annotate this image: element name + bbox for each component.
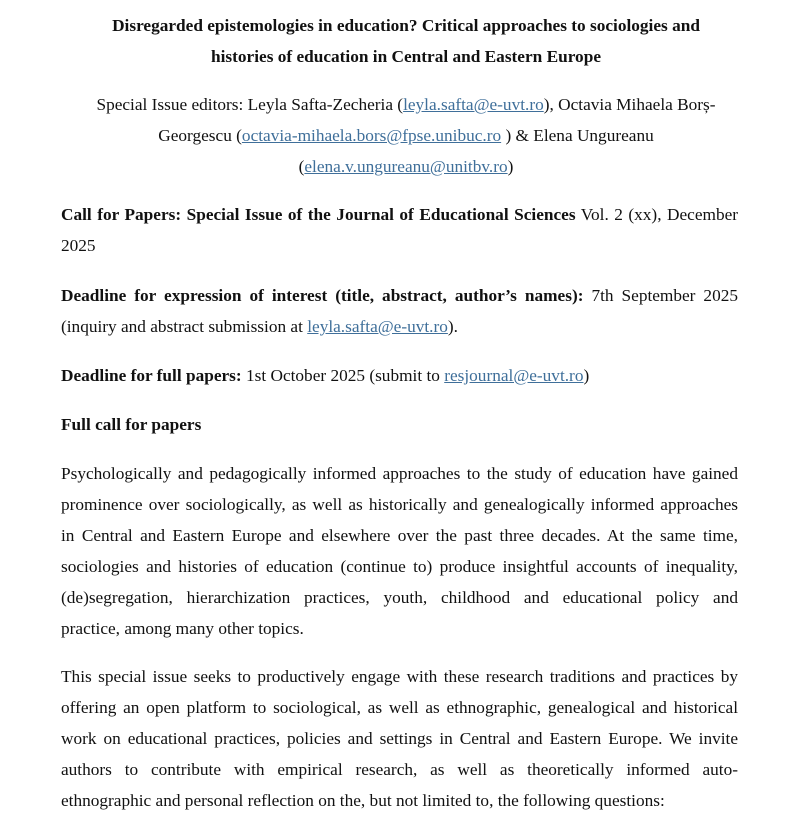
email-link-elena[interactable]: elena.v.ungureanu@unitbv.ro <box>304 157 508 176</box>
email-link-resjournal[interactable]: resjournal@e-uvt.ro <box>444 366 584 385</box>
cfp-bold-2: of Educational Sciences <box>393 205 576 224</box>
editors-intro: Special Issue editors: Leyla Safta-Zecheria ( <box>96 95 404 114</box>
deadline-interest <box>61 280 738 342</box>
editors-line-2 <box>0 120 812 151</box>
deadline-interest-line-1 <box>61 280 738 311</box>
p1-line: prominence over sociologically, as well as historically and genealogically informed approaches <box>61 495 738 514</box>
p1-line: in Central and Eastern Europe and elsewhere over the past three decades. At the same time, <box>61 526 738 545</box>
p2-line: work on educational practices, policies and settings in Central and Eastern Europe. We invite <box>61 729 738 748</box>
p2-line: ethnographic and personal reflection on the, but not limited to, the following questions: <box>61 791 665 810</box>
editors-mid-2: ) & Elena Ungureanu <box>501 126 654 145</box>
title-line-1: Disregarded epistemologies in education? Critical approaches to sociologies and <box>112 16 700 35</box>
editors-line-3 <box>0 151 812 182</box>
email-link-submission[interactable]: leyla.safta@e-uvt.ro <box>307 317 448 336</box>
deadline-full-line <box>61 360 738 391</box>
p1-line: practice, among many other topics. <box>61 619 304 638</box>
p2-line: authors to contribute with empirical research, as well as theoretically informed auto- <box>61 760 738 779</box>
cfp-line-1 <box>61 199 738 230</box>
deadline-interest-line-2 <box>61 311 738 342</box>
deadline-interest-line2-start: (inquiry and abstract submission at <box>61 317 308 336</box>
deadline-interest-line2-end: ). <box>447 317 458 336</box>
cfp-rest-1: Vol. 2 (xx), December <box>575 205 739 224</box>
cfp-journal: Journal <box>336 205 394 224</box>
call-for-papers <box>61 199 738 261</box>
deadline-full-label: Deadline for full papers: <box>61 366 242 385</box>
editors-close-paren: ) <box>507 157 514 176</box>
deadline-full <box>61 360 738 391</box>
p2-line: offering an open platform to sociological, as well as ethnographic, genealogical and historical <box>61 698 738 717</box>
section-heading <box>61 409 738 440</box>
email-link-octavia[interactable]: octavia-mihaela.bors@fpse.unibuc.ro <box>241 126 502 145</box>
deadline-interest-label: Deadline for expression of interest (title, abstract, author’s names): <box>61 286 584 305</box>
cfp-bold-1: Call for Papers: Special Issue of the <box>61 205 337 224</box>
p2-line: This special issue seeks to productively engage with these research traditions and practices by <box>61 667 738 686</box>
cfp-line-2: 2025 <box>61 236 96 255</box>
editors-mid-1: ), Octavia Mihaela Borș- <box>543 95 716 114</box>
p1-line: Psychologically and pedagogically informed approaches to the study of education have gained <box>61 464 738 483</box>
editors-line2-start: Georgescu ( <box>158 126 242 145</box>
page-title <box>0 10 812 72</box>
p1-line: (de)segregation, hierarchization practices, youth, childhood and educational policy and <box>61 588 738 607</box>
paragraph-2 <box>61 661 738 816</box>
deadline-interest-date: 7th September 2025 <box>583 286 738 305</box>
editors-block <box>0 89 812 182</box>
paragraph-1 <box>61 458 738 644</box>
email-link-leyla[interactable]: leyla.safta@e-uvt.ro <box>403 95 544 114</box>
editors-open-paren: ( <box>298 157 305 176</box>
editors-line-1 <box>0 89 812 120</box>
section-heading-text: Full call for papers <box>61 415 202 434</box>
deadline-full-end: ) <box>583 366 590 385</box>
title-line-2: histories of education in Central and Eastern Europe <box>211 47 601 66</box>
p1-line: sociologies and histories of education (continue to) produce insightful accounts of inequality, <box>61 557 738 576</box>
deadline-full-text: 1st October 2025 (submit to <box>241 366 445 385</box>
